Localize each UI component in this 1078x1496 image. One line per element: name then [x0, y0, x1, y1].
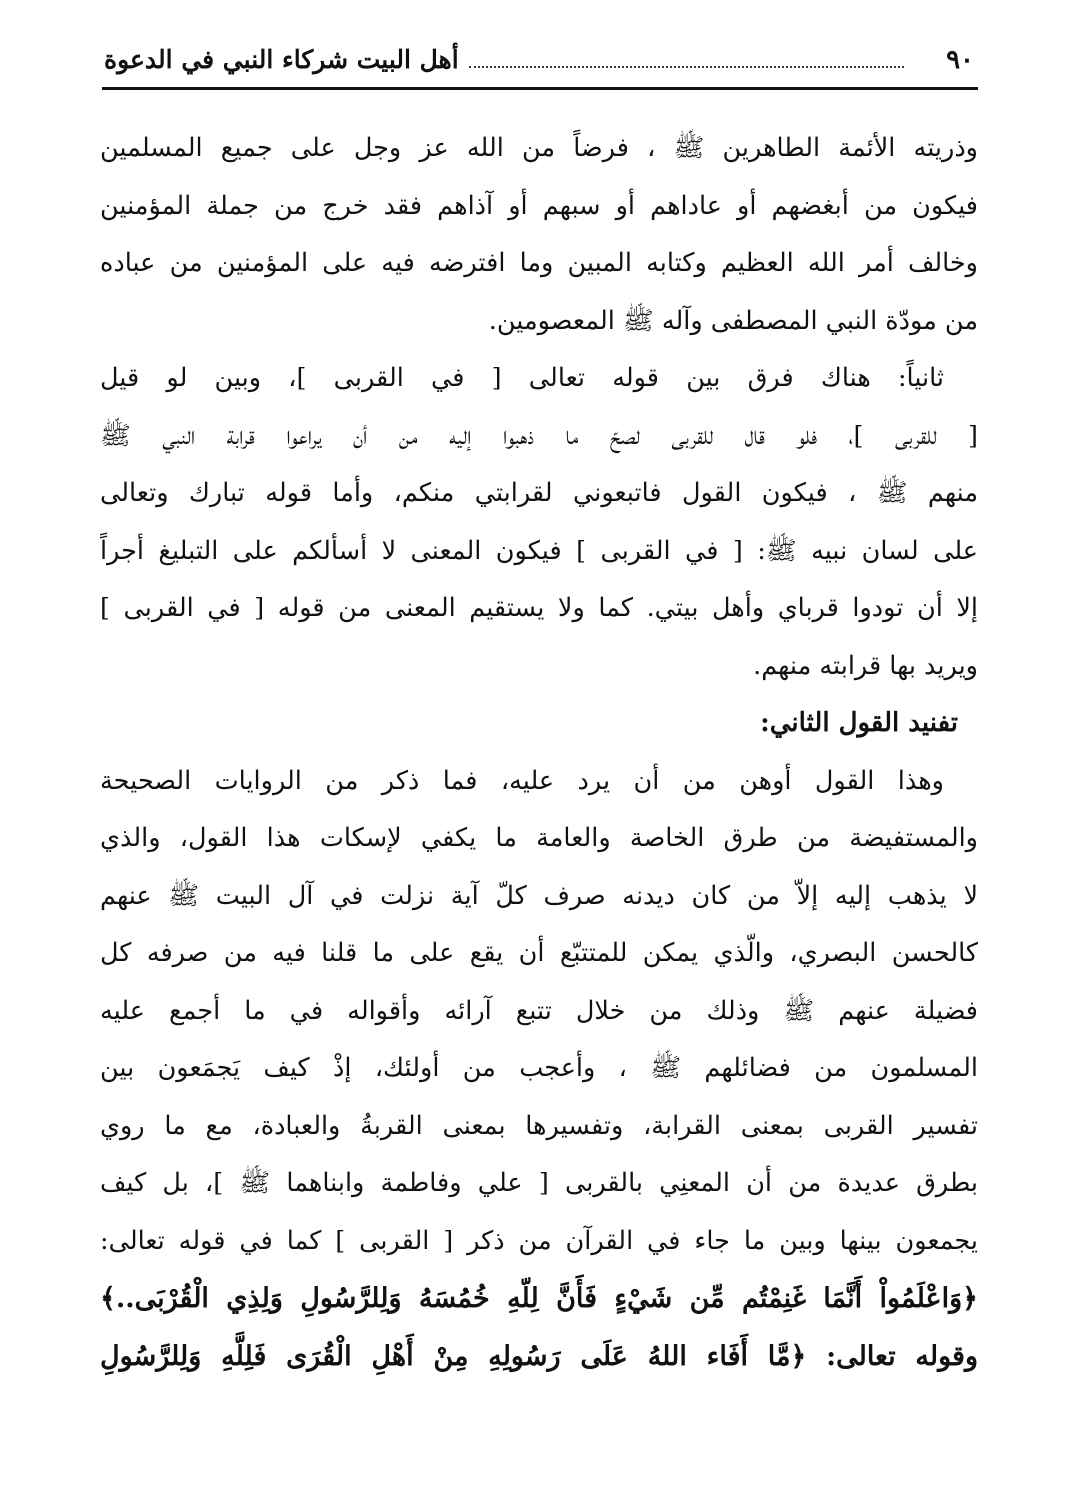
- text-line: كالحسن البصري، والّذي يمكن للمتتبّع أن يقع على ما قلنا فيه من صرفه كل: [100, 938, 978, 968]
- text-line: تفسير القربى بمعنى القرابة، وتفسيرها بمعنى القربةُ والعبادة، مع ما روي: [100, 1110, 978, 1141]
- text-line: [ للقربى ]، فلو قال للقربى لصحّ ما ذهبوا إليه من أن يراعوا قرابة النبي ﷺ: [100, 420, 978, 451]
- running-title: أهل البيت شركاء النبي في الدعوة: [104, 45, 459, 74]
- text-line: لا يذهب إليه إلاّ من كان ديدنه صرف كلّ آية نزلت في آل البيت ﷺ عنهم: [100, 880, 978, 911]
- text-line: والمستفيضة من طرق الخاصة والعامة ما يكفي لإسكات هذا القول، والذي: [100, 823, 978, 853]
- text-line: على لسان نبيه ﷺ: [ في القربى ] فيكون المعنى لا أسألكم على التبليغ أجراً: [100, 535, 978, 566]
- page-header: [102, 38, 978, 90]
- text-line: وهذا القول أوهن من أن يرد عليه، فما ذكر من الروايات الصحيحة: [100, 765, 944, 796]
- body-text: [100, 120, 978, 1385]
- text-line: وذريته الأئمة الطاهرين ﷺ ، فرضاً من الله عز وجل على جميع المسلمين: [100, 133, 978, 163]
- text-line: إلا أن تودوا قرباي وأهل بيتي. كما ولا يستقيم المعنى من قوله [ في القربى ]: [100, 593, 978, 623]
- quran-verse-line: ﴿وَاعْلَمُواْ أَنَّمَا غَنِمْتُم مِّن شَيْءٍ فَأَنَّ لِلّهِ خُمُسَهُ وَلِلرَّسُولِ وَلِذِي الْقُرْبَى..﴾: [100, 1283, 978, 1314]
- text-line: فيكون من أبغضهم أو عاداهم أو سبهم أو آذاهم فقد خرج من جملة المؤمنين: [100, 190, 978, 221]
- text-line: فضيلة عنهم ﷺ وذلك من خلال تتبع آرائه وأقواله في ما أجمع عليه: [100, 995, 978, 1026]
- text-line: ثانياً: هناك فرق بين قوله تعالى [ في القربى ]، وبين لو قيل: [100, 363, 944, 393]
- header-dotted-leader: [469, 66, 904, 68]
- text-line: ويريد بها قرابته منهم.: [753, 650, 978, 681]
- section-heading: تفنيد القول الثاني:: [760, 708, 958, 738]
- text-line: بطرق عديدة من أن المعنِي بالقربى [ علي وفاطمة وابناهما ﷺ ]، بل كيف: [100, 1168, 978, 1198]
- text-line: منهم ﷺ ، فيكون القول فاتبعوني لقرابتي منكم، وأما قوله تبارك وتعالى: [100, 478, 978, 508]
- quran-verse-line: وقوله تعالى: ﴿مَّا أَفَاء اللهُ عَلَى رَسُولِهِ مِنْ أَهْلِ الْقُرَى فَلِلَّهِ وَلِلرَّسُولِ: [100, 1340, 978, 1372]
- page-number: ٩٠: [946, 44, 974, 75]
- text-line: يجمعون بينها وبين ما جاء في القرآن من ذكر [ القربى ] كما في قوله تعالى:: [100, 1225, 978, 1256]
- text-line: المسلمون من فضائلهم ﷺ ، وأعجب من أولئك، إذْ كيف يَجمَعون بين: [100, 1053, 978, 1083]
- text-line: من مودّة النبي المصطفى وآله ﷺ المعصومين.: [488, 305, 978, 336]
- text-line: وخالف أمر الله العظيم وكتابه المبين وما افترضه فيه على المؤمنين من عباده: [100, 248, 978, 278]
